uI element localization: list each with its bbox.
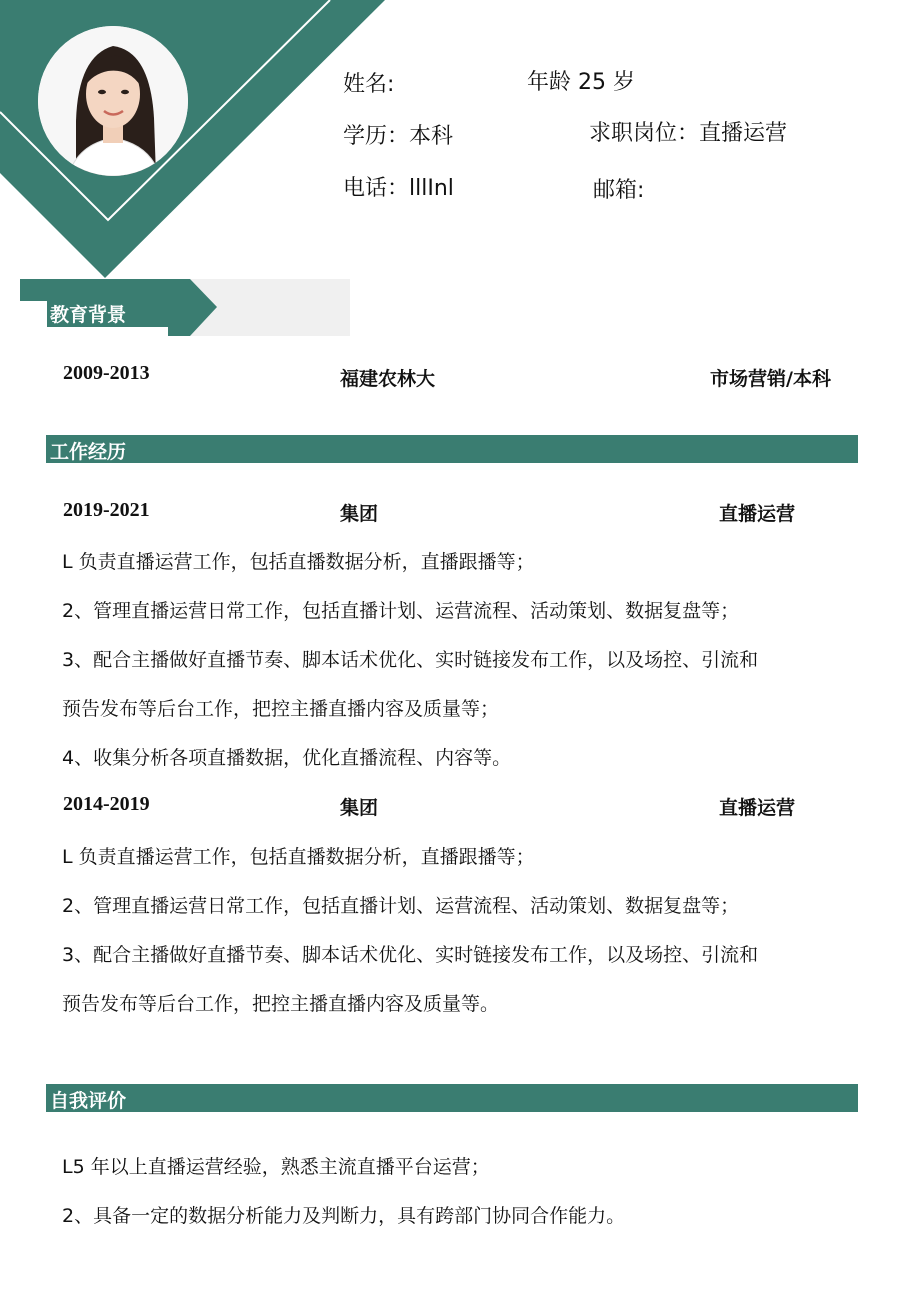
self-line-1: L5 年以上直播运营经验，熟悉主流直播平台运营； [62,1156,490,1178]
work-1-role: 直播运营 [719,503,796,525]
work-title: 工作经历 [50,441,127,463]
phone-label: 电话：lllInl [343,176,454,201]
work-1-line-2: 2、管理直播运营日常工作，包括直播计划、运营流程、活动策划、数据复盘等； [62,600,740,622]
work-1-line-3: 3、配合主播做好直播节奏、脚本话术优化、实时链接发布工作，以及场控、引流和 [62,649,759,671]
work-2-years: 2014-2019 [63,793,150,815]
email-label: 邮箱: [593,178,645,203]
work-1-company: 集团 [340,503,379,525]
education-title: 教育背景 [50,304,127,326]
position-label: 求职岗位：直播运营 [589,121,788,146]
self-title: 自我评价 [50,1090,127,1112]
education-school: 福建农林大 [340,368,436,390]
self-line-2: 2、具备一定的数据分析能力及判断力，具有跨部门协同合作能力。 [62,1205,626,1227]
education-years: 2009-2013 [63,362,150,384]
work-1-years: 2019-2021 [63,499,150,521]
age-label: 年龄 25 岁 [527,70,635,95]
education-major: 市场营销/本科 [710,368,831,390]
work-2-role: 直播运营 [719,797,796,819]
work-1-line-4: 预告发布等后台工作，把控主播直播内容及质量等； [62,698,500,720]
self-header-bar [46,1084,858,1112]
education-label: 学历：本科 [343,124,454,149]
work-2-line-4: 预告发布等后台工作，把控主播直播内容及质量等。 [62,993,500,1015]
work-2-line-2: 2、管理直播运营日常工作，包括直播计划、运营流程、活动策划、数据复盘等； [62,895,740,917]
work-1-line-5: 4、收集分析各项直播数据，优化直播流程、内容等。 [62,747,512,769]
work-header-bar [46,435,858,463]
work-2-line-1: L 负责直播运营工作，包括直播数据分析，直播跟播等； [62,846,535,868]
avatar [38,26,188,176]
work-2-company: 集团 [340,797,379,819]
work-1-line-1: L 负责直播运营工作，包括直播数据分析，直播跟播等； [62,551,535,573]
work-2-line-3: 3、配合主播做好直播节奏、脚本话术优化、实时链接发布工作，以及场控、引流和 [62,944,759,966]
name-label: 姓名: [343,72,395,97]
